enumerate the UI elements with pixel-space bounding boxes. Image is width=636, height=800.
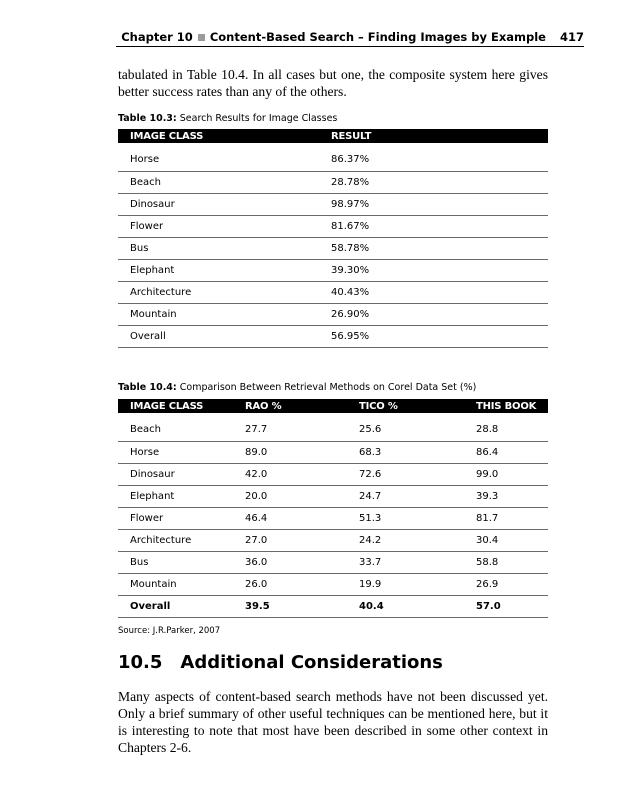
running-header <box>116 30 584 46</box>
section-paragraph: Many aspects of content-based search methods have not been discussed yet. Only a brief summary of other useful techniques can be mentioned here, but it is interesting to note that most have been described in some other context in Chapters 2-6. <box>118 689 548 755</box>
table-row <box>118 442 548 464</box>
table-cell: 36.0 <box>233 552 347 574</box>
table-cell: 58.78% <box>319 238 548 260</box>
table-row <box>118 238 548 260</box>
table-cell: Architecture <box>118 282 319 304</box>
table-cell: Overall <box>118 596 233 618</box>
table-cell: 86.37% <box>319 143 548 172</box>
table-row <box>118 530 548 552</box>
table-cell: 39.5 <box>233 596 347 618</box>
column-header: IMAGE CLASS <box>118 399 233 413</box>
table-row <box>118 143 548 172</box>
table-header-row <box>118 129 548 143</box>
table-cell: 26.0 <box>233 574 347 596</box>
table-cell: 89.0 <box>233 442 347 464</box>
table-cell: 40.43% <box>319 282 548 304</box>
section-title: Additional Considerations <box>180 652 443 673</box>
table1-caption <box>118 113 337 124</box>
table-cell: Mountain <box>118 304 319 326</box>
table-cell: 30.4 <box>464 530 548 552</box>
column-header: RAO % <box>233 399 347 413</box>
table-cell: Bus <box>118 552 233 574</box>
table-cell: 72.6 <box>347 464 464 486</box>
table-row <box>118 172 548 194</box>
table-cell: 46.4 <box>233 508 347 530</box>
table-cell: 28.8 <box>464 413 548 442</box>
column-header: THIS BOOK <box>464 399 548 413</box>
table-cell: 27.0 <box>233 530 347 552</box>
table-cell: Beach <box>118 172 319 194</box>
table-cell: 68.3 <box>347 442 464 464</box>
table-cell: Overall <box>118 326 319 348</box>
table-row <box>118 282 548 304</box>
table-cell: Elephant <box>118 486 233 508</box>
table-cell: 26.9 <box>464 574 548 596</box>
table-cell: 20.0 <box>233 486 347 508</box>
table-cell: 24.7 <box>347 486 464 508</box>
table-cell: Horse <box>118 442 233 464</box>
table-cell: 98.97% <box>319 194 548 216</box>
column-header: IMAGE CLASS <box>118 129 319 143</box>
table1-caption-text: Search Results for Image Classes <box>179 113 338 124</box>
table-row <box>118 552 548 574</box>
separator-square-icon <box>198 34 205 41</box>
table-cell: Beach <box>118 413 233 442</box>
search-results-table <box>118 129 548 348</box>
table-cell: 99.0 <box>464 464 548 486</box>
table-cell: 42.0 <box>233 464 347 486</box>
table-cell: 19.9 <box>347 574 464 596</box>
table2-caption <box>118 382 476 393</box>
table-row <box>118 326 548 348</box>
table-cell: Architecture <box>118 530 233 552</box>
section-heading <box>118 652 443 673</box>
table-cell: 33.7 <box>347 552 464 574</box>
table-cell: Dinosaur <box>118 194 319 216</box>
table-cell: 81.67% <box>319 216 548 238</box>
table-cell: 28.78% <box>319 172 548 194</box>
table1-caption-label: Table 10.3: <box>118 113 177 124</box>
table-cell: 57.0 <box>464 596 548 618</box>
table-cell: 51.3 <box>347 508 464 530</box>
header-rule <box>116 46 584 47</box>
table-cell: 56.95% <box>319 326 548 348</box>
comparison-table <box>118 399 548 618</box>
column-header: RESULT <box>319 129 548 143</box>
table-row <box>118 508 548 530</box>
table-cell: Bus <box>118 238 319 260</box>
table-cell: 26.90% <box>319 304 548 326</box>
table-cell: 40.4 <box>347 596 464 618</box>
table2-caption-text: Comparison Between Retrieval Methods on Corel Data Set (%) <box>179 382 477 393</box>
table-header-row <box>118 399 548 413</box>
table-cell: Horse <box>118 143 319 172</box>
table-cell: 39.30% <box>319 260 548 282</box>
chapter-title: Content-Based Search – Finding Images by Example <box>209 30 546 44</box>
table-cell: 86.4 <box>464 442 548 464</box>
table-cell: 39.3 <box>464 486 548 508</box>
table-row <box>118 574 548 596</box>
table-cell: Flower <box>118 508 233 530</box>
table-cell: Mountain <box>118 574 233 596</box>
table-cell: Dinosaur <box>118 464 233 486</box>
table-cell: 24.2 <box>347 530 464 552</box>
table-row <box>118 596 548 618</box>
table-row <box>118 464 548 486</box>
table-cell: 25.6 <box>347 413 464 442</box>
table-row <box>118 304 548 326</box>
table-source: Source: J.R.Parker, 2007 <box>118 626 221 636</box>
table-row <box>118 194 548 216</box>
intro-paragraph: tabulated in Table 10.4. In all cases but one, the composite system here gives better success rates than any of the others. <box>118 67 548 99</box>
table-cell: 27.7 <box>233 413 347 442</box>
section-number: 10.5 <box>118 652 163 673</box>
table2-caption-label: Table 10.4: <box>118 382 177 393</box>
table-row <box>118 486 548 508</box>
page-number: 417 <box>559 30 584 44</box>
table-row <box>118 216 548 238</box>
table-row <box>118 413 548 442</box>
table-cell: Elephant <box>118 260 319 282</box>
table-cell: Flower <box>118 216 319 238</box>
chapter-label: Chapter 10 <box>121 30 193 44</box>
table-cell: 58.8 <box>464 552 548 574</box>
table-cell: 81.7 <box>464 508 548 530</box>
table-row <box>118 260 548 282</box>
column-header: TICO % <box>347 399 464 413</box>
